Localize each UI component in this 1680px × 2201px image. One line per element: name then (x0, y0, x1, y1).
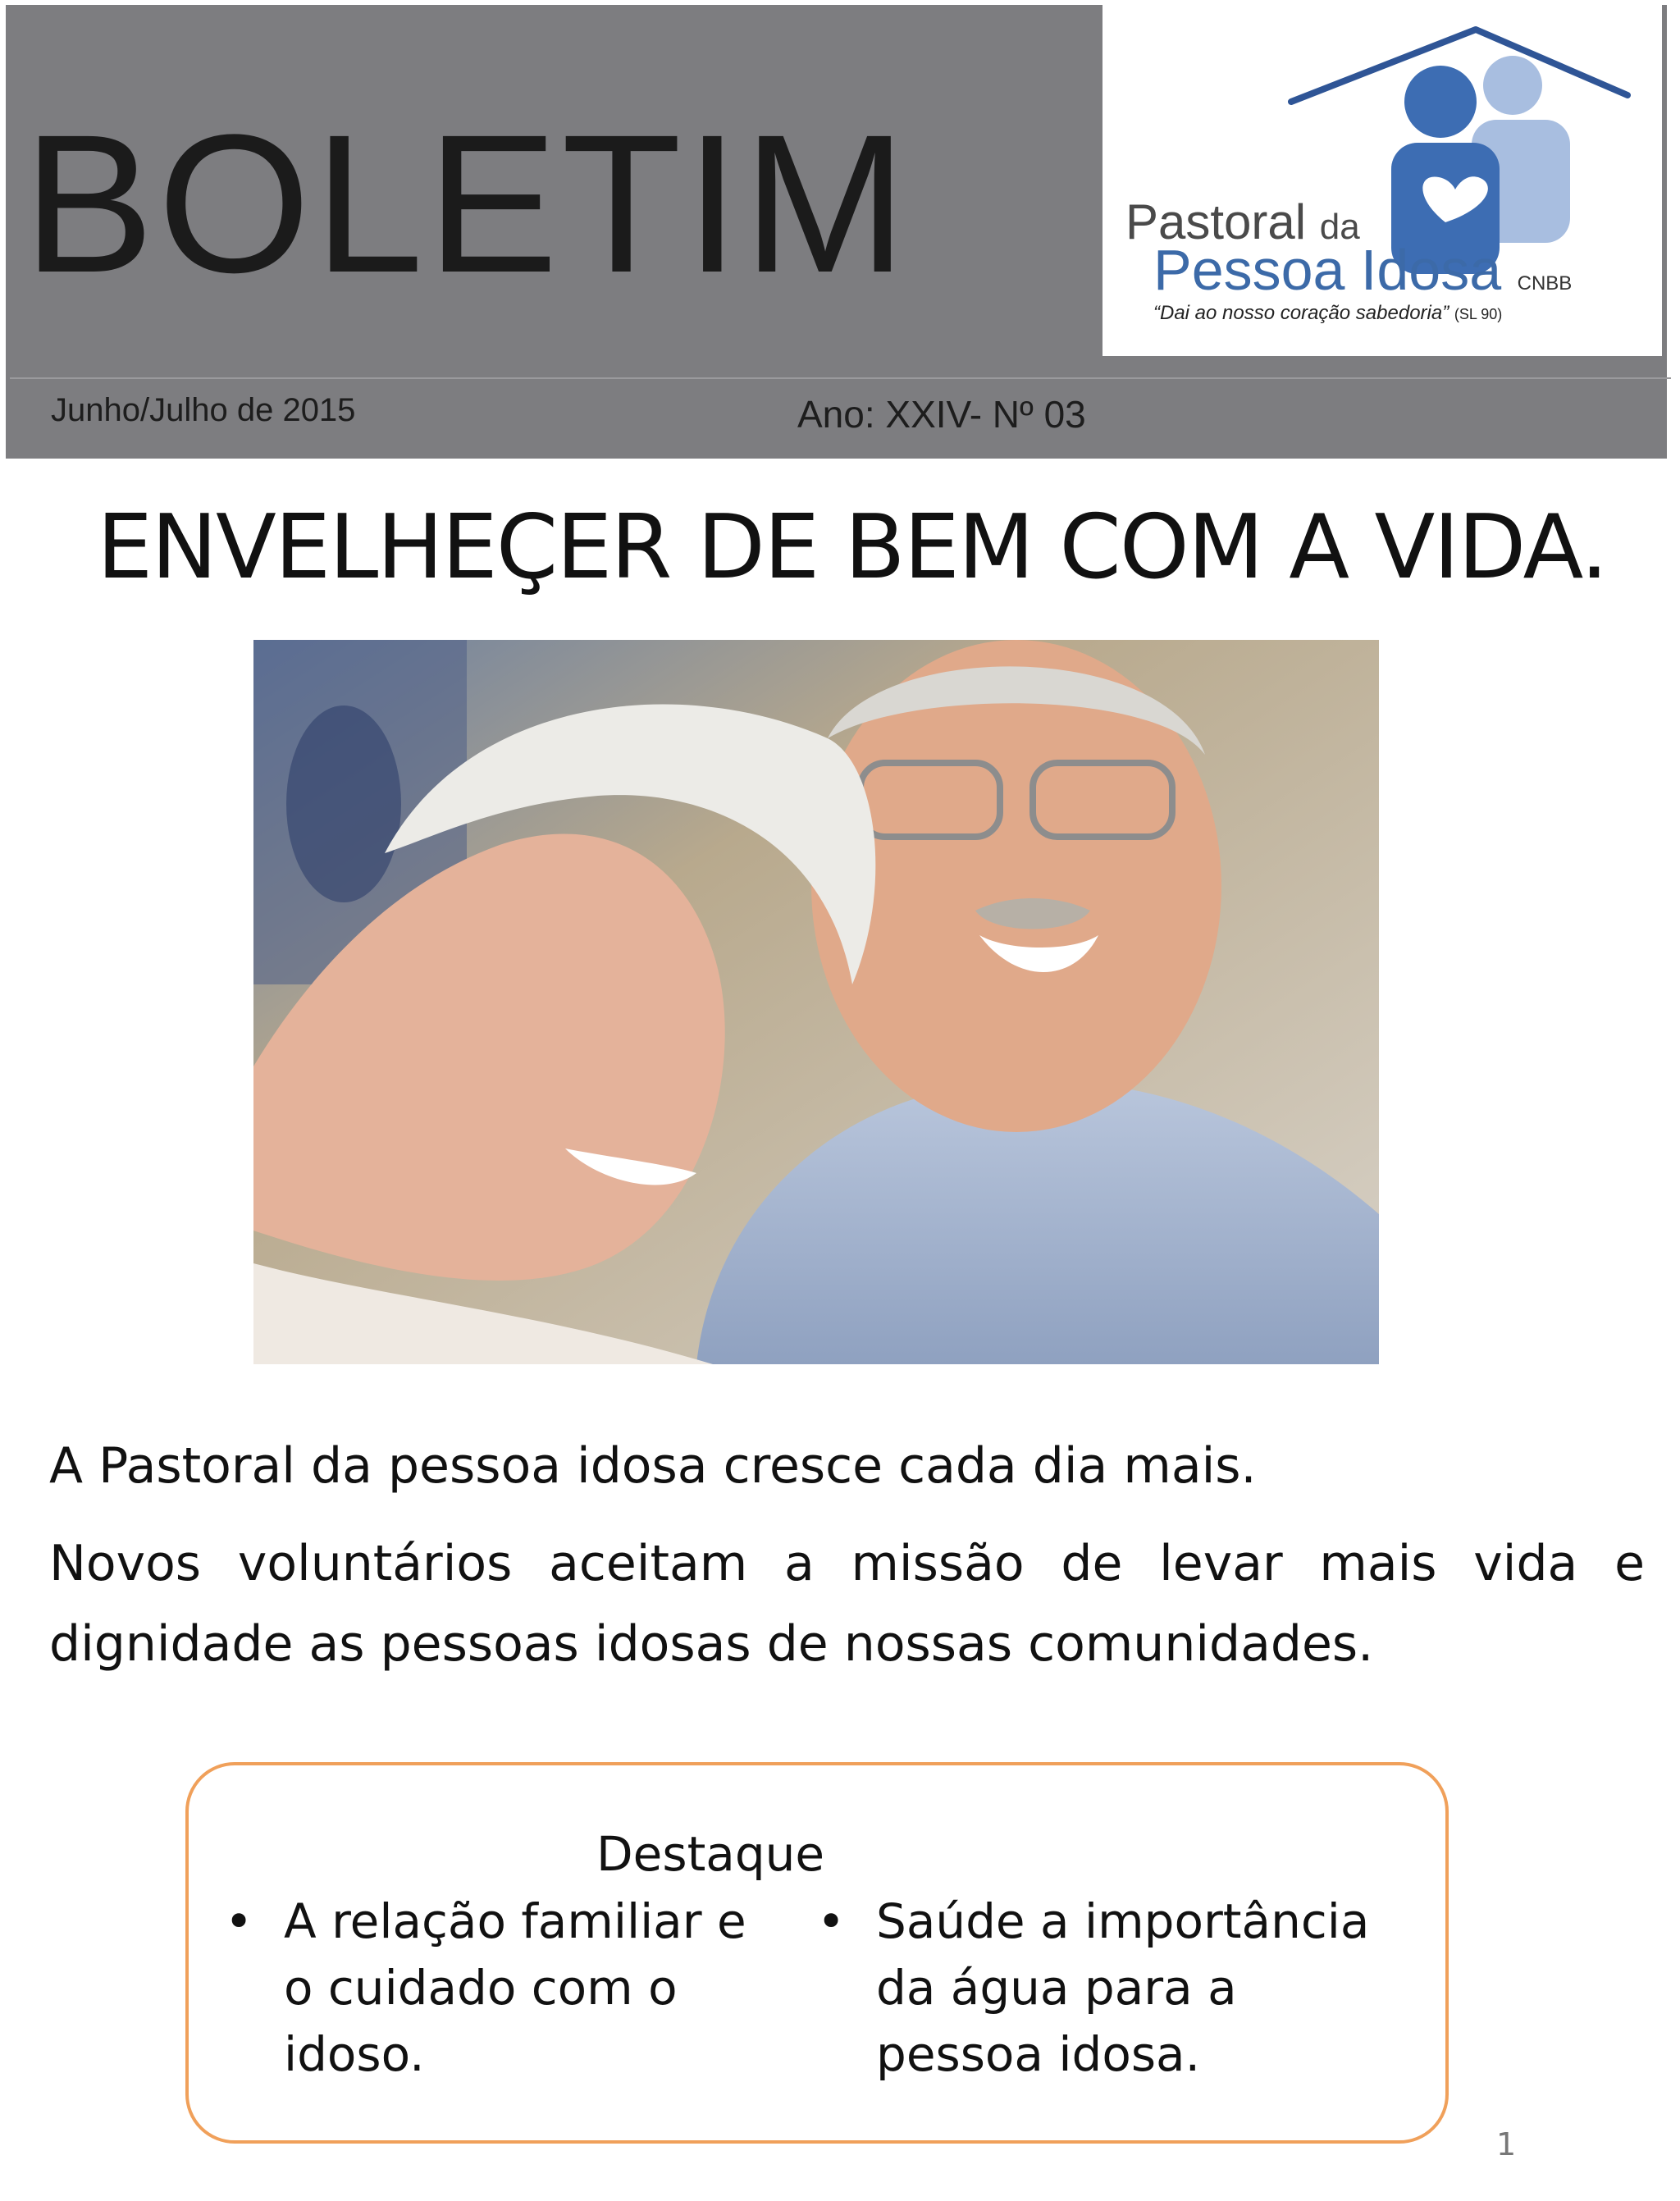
elderly-couple-photo (253, 640, 1379, 1364)
highlight-item (225, 1888, 776, 2088)
highlight-item (817, 1888, 1418, 2088)
highlight-box (185, 1762, 1449, 2144)
paragraph: A Pastoral da pessoa idosa cresce cada dia mais. (49, 1437, 1257, 1495)
newsletter-title: BOLETIM (23, 94, 911, 313)
page-number: 1 (1496, 2126, 1517, 2162)
headline: ENVELHEÇER DE BEM COM A VIDA. (97, 496, 1607, 599)
paragraph: Novos voluntários aceitam a missão de levar mais vida e dignidade as pessoas idosas de nossas comunidades. (49, 1535, 1645, 1673)
logo-line-pessoa-idosa: Pessoa Idosa CNBB (1153, 238, 1573, 302)
logo-line-pastoral: Pastoral da (1125, 194, 1360, 249)
pastoral-logo (1102, 5, 1662, 356)
logo-motto: “Dai ao nosso coração sabedoria” (SL 90) (1153, 302, 1503, 324)
highlight-item-text: Saúde a importância da água para a pessoa idosa. (876, 1893, 1370, 2082)
masthead-divider (10, 377, 1671, 379)
bullet-icon: • (225, 1893, 253, 1949)
highlight-item-text: A relação familiar e o cuidado com o idoso. (284, 1893, 746, 2082)
bullet-icon: • (817, 1893, 846, 1949)
issue-date: Junho/Julho de 2015 (51, 392, 356, 428)
highlight-title: Destaque (596, 1826, 825, 1882)
issue-number: Ano: XXIV- Nº 03 (797, 393, 1086, 436)
